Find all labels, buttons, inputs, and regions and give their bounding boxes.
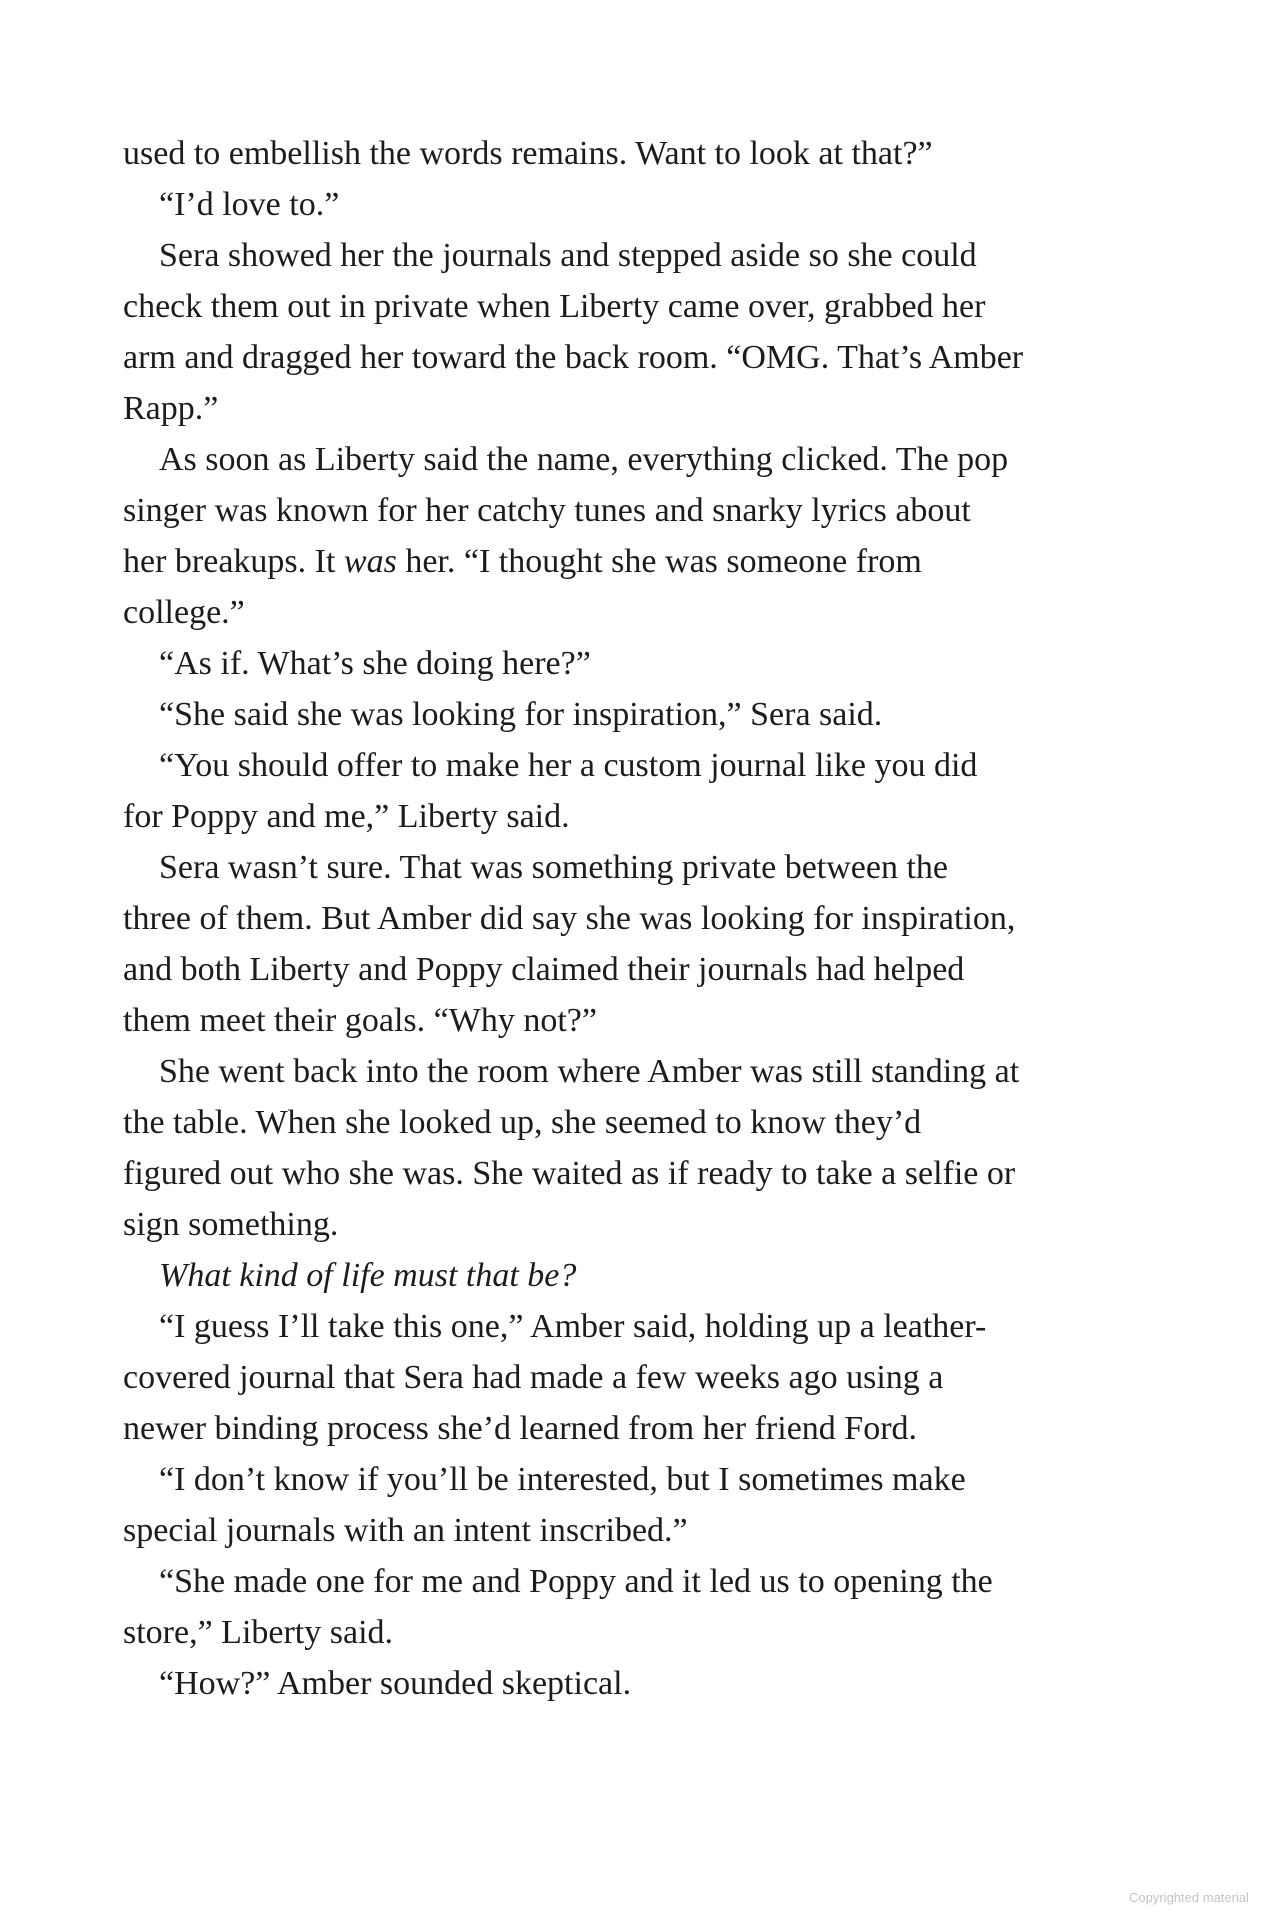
text-line: “She made one for me and Poppy and it led us to opening the	[159, 1563, 993, 1600]
text-line: Sera wasn’t sure. That was something private between the	[159, 849, 949, 886]
text-line: sign something.	[123, 1206, 339, 1243]
text-line: for Poppy and me,” Liberty said.	[123, 798, 570, 835]
text-segment: her. “I thought she was someone from	[396, 543, 922, 580]
text-line: newer binding process she’d learned from her friend Ford.	[123, 1410, 918, 1447]
text-line: “As if. What’s she doing here?”	[159, 645, 591, 682]
text-line: store,” Liberty said.	[123, 1614, 394, 1651]
text-line: arm and dragged her toward the back room. “OMG. That’s Amber	[123, 339, 1024, 376]
text-line: the table. When she looked up, she seemed to know they’d	[123, 1104, 922, 1141]
text-line: As soon as Liberty said the name, everything clicked. The pop	[159, 441, 1009, 478]
italic-thought-line: What kind of life must that be?	[159, 1257, 577, 1294]
text-line: special journals with an intent inscribed.”	[123, 1512, 688, 1549]
text-line: “How?” Amber sounded skeptical.	[159, 1665, 632, 1702]
text-line: and both Liberty and Poppy claimed their journals had helped	[123, 951, 965, 988]
text-line: covered journal that Sera had made a few weeks ago using a	[123, 1359, 944, 1396]
copyright-watermark: Copyrighted material	[1129, 1890, 1249, 1905]
text-line: Sera showed her the journals and stepped aside so she could	[159, 237, 977, 274]
text-line: “I guess I’ll take this one,” Amber said, holding up a leather-	[159, 1308, 987, 1345]
text-line: singer was known for her catchy tunes and snarky lyrics about	[123, 492, 971, 529]
text-line: Rapp.”	[123, 390, 219, 427]
text-line: “She said she was looking for inspiration,” Sera said.	[159, 696, 883, 733]
text-line	[123, 536, 1183, 587]
text-line: check them out in private when Liberty came over, grabbed her	[123, 288, 986, 325]
text-line: “You should offer to make her a custom journal like you did	[159, 747, 978, 784]
text-line: figured out who she was. She waited as if ready to take a selfie or	[123, 1155, 1016, 1192]
text-line: them meet their goals. “Why not?”	[123, 1002, 597, 1039]
text-line: used to embellish the words remains. Want to look at that?”	[123, 135, 933, 172]
text-line: She went back into the room where Amber was still standing at	[159, 1053, 1020, 1090]
text-line: three of them. But Amber did say she was looking for inspiration,	[123, 900, 1016, 937]
text-segment: her breakups. It	[123, 543, 344, 580]
text-line: “I don’t know if you’ll be interested, but I sometimes make	[159, 1461, 966, 1498]
text-line: “I’d love to.”	[159, 186, 340, 223]
body-text	[123, 128, 1183, 1709]
emphasis-text: was	[343, 543, 397, 580]
text-line: college.”	[123, 594, 245, 631]
